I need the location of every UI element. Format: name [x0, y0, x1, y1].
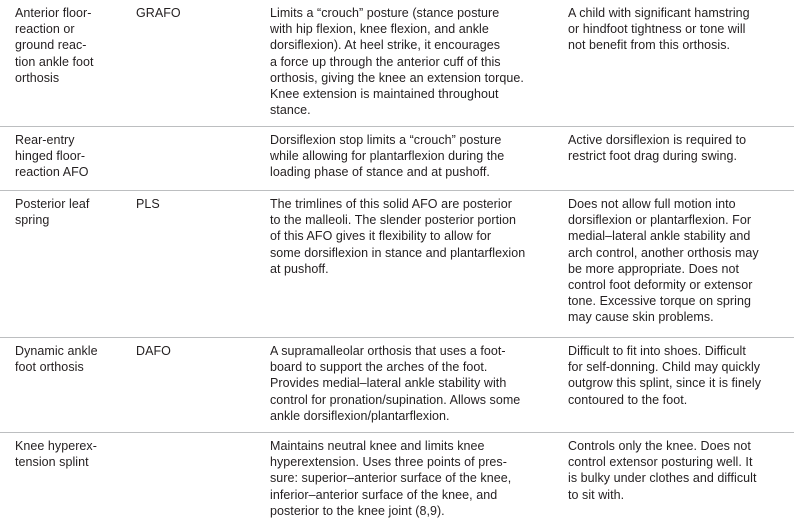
orthosis-description: Maintains neutral knee and limits knee hyperextension. Uses three points of pres- sure: superior–anterior surface of the knee, inferior–anterior surface of the knee, and posterior to the knee joint (8,9). [270, 439, 512, 518]
orthosis-limitations: Does not allow full motion into dorsiflexion or plantarflexion. For medial–lateral ankle stability and arch control, another orthosis may be more appropriate. Does not control foot deformity or extensor tone. Excessive torque on spring may cause skin problems. [568, 197, 759, 325]
orthosis-abbreviation: DAFO [136, 344, 171, 358]
orthosis-name: Anterior floor- reaction or ground reac- tion ankle foot orthosis [15, 6, 94, 85]
orthosis-limitations: Active dorsiflexion is required to restrict foot drag during swing. [568, 133, 747, 164]
orthosis-description: The trimlines of this solid AFO are posterior to the malleoli. The slender posterior portion of this AFO gives it flexibility to allow for some dorsiflexion in stance and plantarflexion at pushoff. [270, 197, 526, 276]
orthosis-name: Knee hyperex- tension splint [15, 439, 97, 470]
table-row [0, 127, 794, 191]
orthosis-name: Rear-entry hinged floor- reaction AFO [15, 133, 89, 180]
orthosis-description: Limits a “crouch” posture (stance posture with hip flexion, knee flexion, and ankle dorsiflexion). At heel strike, it encourages a force up through the anterior cuff of this orthosis, giving the knee an extension torque. Knee extension is maintained throughout stance. [270, 6, 524, 118]
table-row [0, 338, 794, 433]
table-row [0, 191, 794, 338]
orthosis-name: Dynamic ankle foot orthosis [15, 344, 98, 375]
table-row [0, 433, 794, 527]
orthosis-description: Dorsiflexion stop limits a “crouch” posture while allowing for plantarflexion during the loading phase of stance and at pushoff. [270, 133, 505, 180]
orthosis-description: A supramalleolar orthosis that uses a foot- board to support the arches of the foot. Provides medial–lateral ankle stability with control for pronation/supination. Allows some ankle dorsiflexion/plantarflexion. [270, 344, 521, 423]
orthosis-limitations: Difficult to fit into shoes. Difficult for self-donning. Child may quickly outgrow this splint, since it is finely contoured to the foot. [568, 344, 762, 407]
orthosis-limitations: A child with significant hamstring or hindfoot tightness or tone will not benefit from this orthosis. [568, 6, 750, 53]
table-row [0, 0, 794, 127]
orthosis-abbreviation: GRAFO [136, 6, 181, 20]
orthosis-limitations: Controls only the knee. Does not control extensor posturing well. It is bulky under clothes and difficult to sit with. [568, 439, 757, 502]
orthosis-abbreviation: PLS [136, 197, 160, 211]
orthosis-name: Posterior leaf spring [15, 197, 90, 228]
